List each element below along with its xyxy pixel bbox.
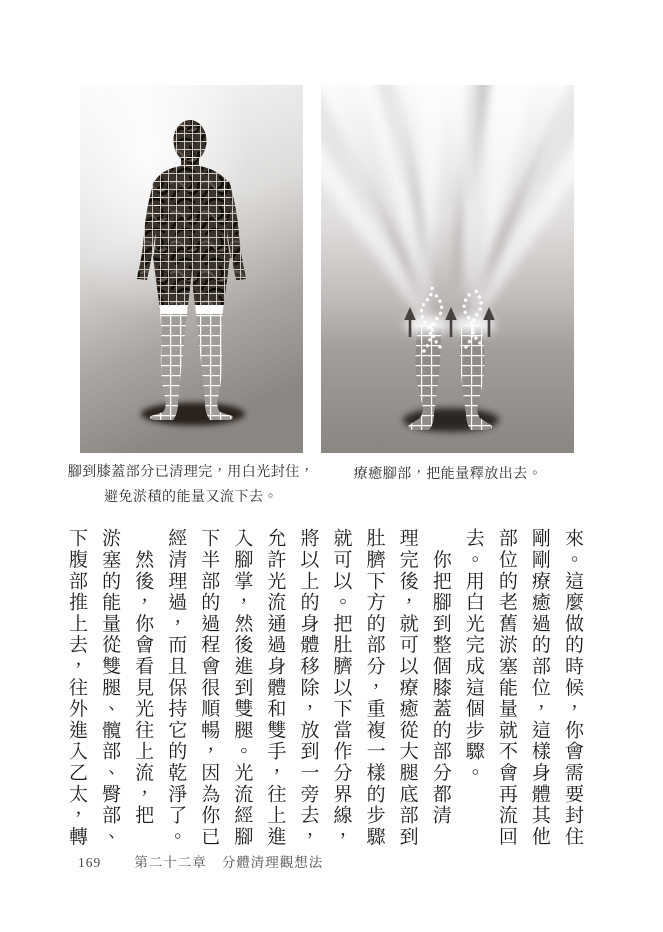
page-footer bbox=[78, 851, 323, 871]
figure-background bbox=[321, 85, 574, 453]
text-column: 將以上的身體移除，放到一旁去， bbox=[297, 528, 319, 848]
caption-left-line1: 腳到膝蓋部分已清理完，用白光封住， bbox=[67, 463, 315, 479]
chapter-title: 分體清理觀想法 bbox=[221, 855, 324, 870]
text-column: 你把腳到整個膝蓋的部分都清 bbox=[429, 528, 451, 827]
text-column: 經清理過，而且保持它的乾淨了。 bbox=[165, 528, 187, 848]
text-column: 理完後，就可以療癒從大腿底部到 bbox=[396, 528, 418, 848]
text-column: 部位的老舊淤塞能量就不會再流回 bbox=[495, 528, 517, 848]
text-column: 就可以。把肚臍以下當作分界線， bbox=[330, 528, 352, 848]
text-column: 剛剛療癒過的部位，這樣身體其他 bbox=[528, 528, 550, 848]
page-number: 169 bbox=[78, 855, 102, 870]
text-column: 下腹部推上去，往外進入乙太，轉 bbox=[66, 528, 87, 848]
text-column: 去。用白光完成這個步驟。 bbox=[462, 528, 484, 784]
text-column: 允許光流通過身體和雙手，往上進 bbox=[264, 528, 286, 848]
text-column: 下半部的過程會很順暢，因為你已 bbox=[198, 528, 220, 848]
text-column: 入腳掌，然後進到雙腿。光流經腳 bbox=[231, 528, 253, 848]
light-rays-illustration bbox=[321, 85, 574, 453]
text-column: 來。這麼做的時候，你會需要封住 bbox=[561, 528, 583, 848]
floor-shadow bbox=[141, 403, 245, 426]
caption-left-line2: 避免淤積的能量又流下去。 bbox=[104, 488, 278, 504]
text-column: 淤塞的能量從雙腿、髖部、臀部、 bbox=[99, 528, 121, 848]
figure-right bbox=[321, 85, 574, 453]
main-text bbox=[66, 528, 582, 852]
caption-right bbox=[324, 461, 572, 486]
caption-right-line1: 療癒腳部，把能量釋放出去。 bbox=[353, 465, 543, 481]
chapter-label: 第二十二章 bbox=[134, 855, 207, 870]
caption-left bbox=[64, 459, 318, 509]
text-column: 然後，你會看見光往上流，把 bbox=[132, 528, 154, 827]
figure-left bbox=[80, 85, 303, 453]
body-grid-illustration bbox=[80, 85, 303, 453]
text-column: 肚臍下方的部分，重複一樣的步驟 bbox=[363, 528, 385, 848]
